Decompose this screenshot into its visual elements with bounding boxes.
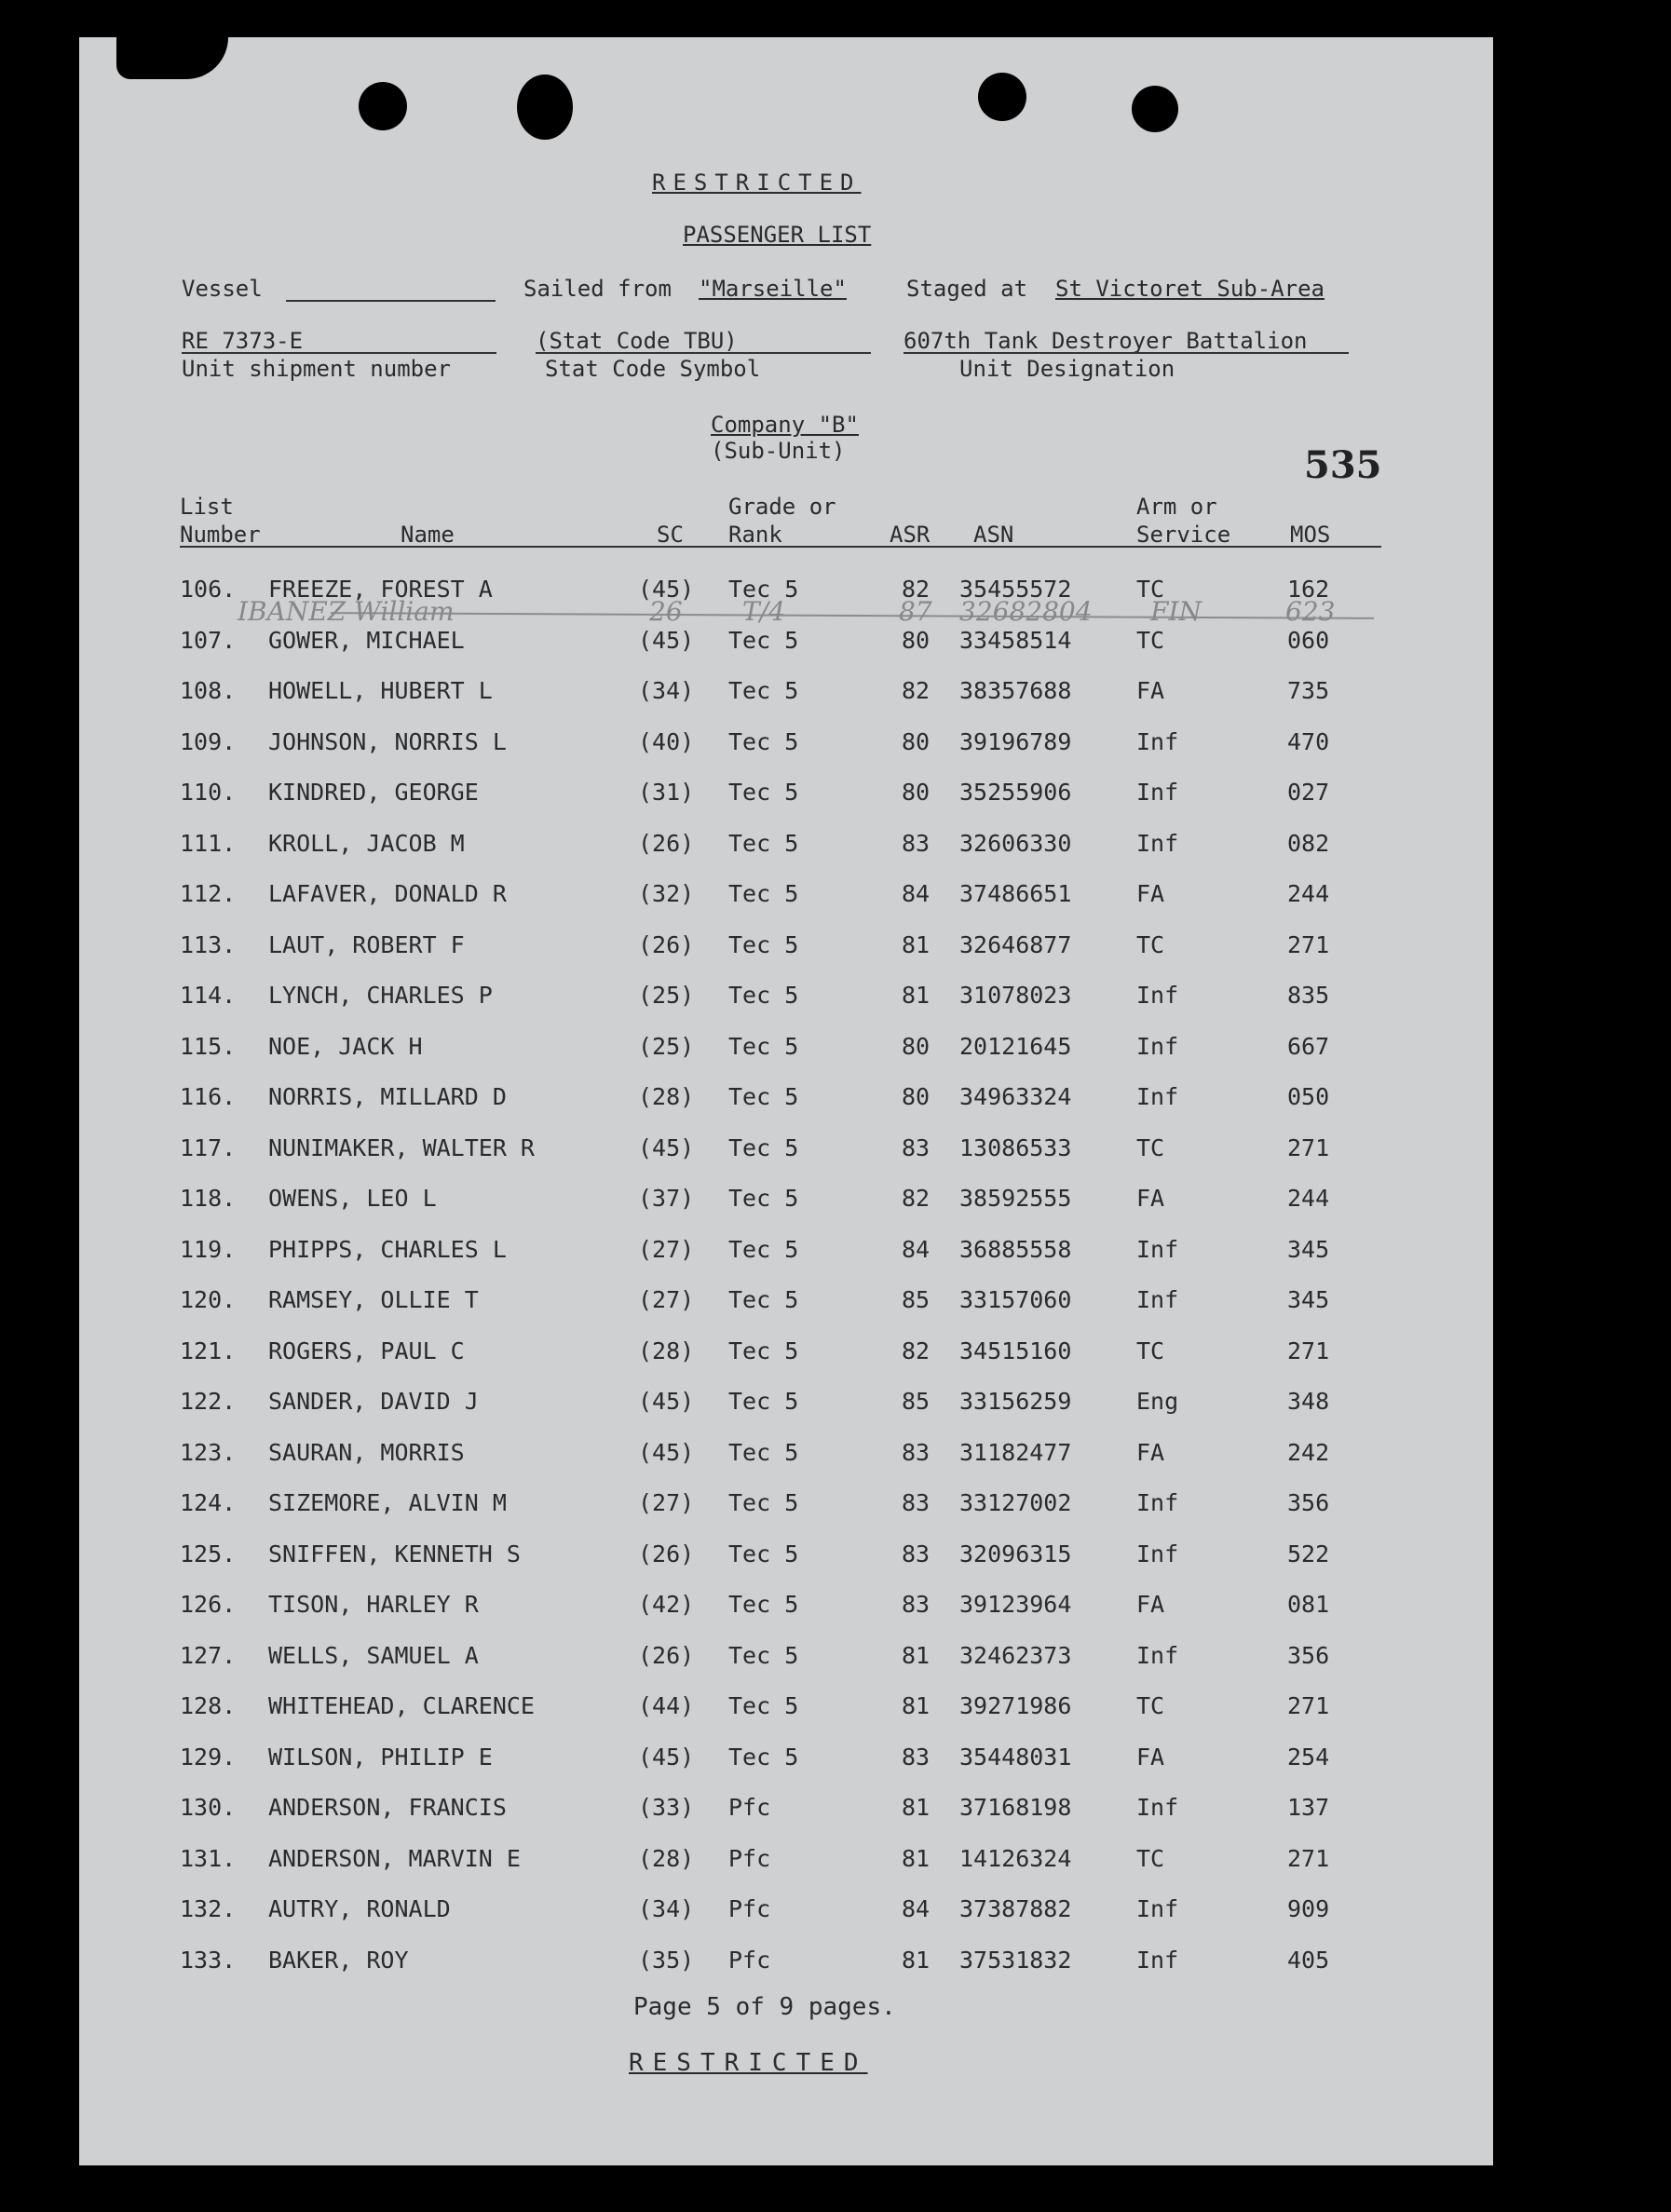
cell-asn: 33458514 — [959, 626, 1072, 654]
cell-asr: 84 — [902, 1895, 931, 1922]
cell-no: 126. — [180, 1591, 237, 1618]
cell-asn: 33127002 — [959, 1489, 1072, 1516]
cell-mos: 356 — [1287, 1641, 1330, 1669]
cell-sc: (26) — [638, 930, 695, 958]
cell-sc: (31) — [638, 779, 695, 806]
cell-arm: FA — [1136, 677, 1165, 704]
cell-name: JOHNSON, NORRIS L — [268, 727, 507, 755]
cell-rank: Tec 5 — [728, 982, 799, 1009]
cell-asn: 33157060 — [959, 1286, 1072, 1313]
table-row — [79, 1642, 1493, 1692]
cell-sc: (37) — [638, 1185, 695, 1212]
cell-asn: 32462373 — [959, 1641, 1072, 1669]
cell-name: LYNCH, CHARLES P — [268, 982, 493, 1009]
cell-arm: TC — [1136, 1692, 1165, 1719]
document-page — [79, 37, 1493, 2165]
pencil-asn: 32682804 — [959, 596, 1093, 627]
cell-name: PHIPPS, CHARLES L — [268, 1235, 507, 1263]
cell-sc: (45) — [638, 1388, 695, 1415]
cell-arm: TC — [1136, 1337, 1165, 1364]
cell-name: SNIFFEN, KENNETH S — [268, 1540, 521, 1567]
cell-sc: (40) — [638, 727, 695, 755]
unit-designation-caption: Unit Designation — [959, 356, 1175, 382]
cell-rank: Tec 5 — [728, 829, 799, 857]
col-grade-top: Grade or — [728, 494, 836, 520]
table-row — [79, 1591, 1493, 1641]
cell-no: 117. — [180, 1133, 237, 1161]
cell-arm: Inf — [1136, 1083, 1179, 1110]
table-row — [79, 779, 1493, 829]
cell-asn: 37531832 — [959, 1946, 1072, 1974]
table-row — [79, 1134, 1493, 1185]
cell-asr: 81 — [902, 1794, 931, 1821]
cell-no: 113. — [180, 930, 237, 958]
cell-name: KINDRED, GEORGE — [268, 779, 479, 806]
cell-arm: FA — [1136, 1591, 1165, 1618]
cell-mos: 082 — [1287, 829, 1330, 857]
cell-asr: 85 — [902, 1286, 931, 1313]
cell-arm: Inf — [1136, 1235, 1179, 1263]
cell-arm: Inf — [1136, 1489, 1179, 1516]
cell-no: 129. — [180, 1743, 237, 1771]
cell-rank: Tec 5 — [728, 1540, 799, 1567]
cell-name: FREEZE, FOREST A — [268, 576, 493, 603]
col-sc: SC — [657, 522, 684, 548]
cell-mos: 522 — [1287, 1540, 1330, 1567]
cell-mos: 050 — [1287, 1083, 1330, 1110]
table-row — [79, 1286, 1493, 1337]
table-row — [79, 1033, 1493, 1083]
cell-no: 124. — [180, 1489, 237, 1516]
cell-asr: 83 — [902, 1438, 931, 1466]
cell-asr: 80 — [902, 727, 931, 755]
cell-asr: 80 — [902, 1032, 931, 1060]
staged-value: St Victoret Sub-Area — [1055, 276, 1325, 302]
classification-top: RESTRICTED — [652, 170, 862, 196]
cell-asr: 83 — [902, 1591, 931, 1618]
cell-mos: 244 — [1287, 1185, 1330, 1212]
cell-rank: Tec 5 — [728, 1591, 799, 1618]
cell-mos: 735 — [1287, 677, 1330, 704]
table-row — [79, 1337, 1493, 1388]
table-row — [79, 1388, 1493, 1438]
cell-name: WHITEHEAD, CLARENCE — [268, 1692, 535, 1719]
cell-rank: Tec 5 — [728, 1641, 799, 1669]
cell-mos: 470 — [1287, 727, 1330, 755]
cell-sc: (42) — [638, 1591, 695, 1618]
cell-mos: 345 — [1287, 1235, 1330, 1263]
cell-rank: Tec 5 — [728, 576, 799, 603]
cell-name: RAMSEY, OLLIE T — [268, 1286, 479, 1313]
cell-sc: (45) — [638, 626, 695, 654]
cell-asr: 83 — [902, 1743, 931, 1771]
cell-sc: (28) — [638, 1083, 695, 1110]
cell-sc: (34) — [638, 677, 695, 704]
shipment-underline — [182, 352, 496, 354]
cell-asn: 37387882 — [959, 1895, 1072, 1922]
punch-hole — [978, 73, 1026, 121]
cell-asn: 39196789 — [959, 727, 1072, 755]
cell-no: 131. — [180, 1844, 237, 1872]
cell-arm: Inf — [1136, 1946, 1179, 1974]
cell-rank: Tec 5 — [728, 1032, 799, 1060]
cell-name: TISON, HARLEY R — [268, 1591, 479, 1618]
cell-sc: (27) — [638, 1286, 695, 1313]
cell-arm: TC — [1136, 1133, 1165, 1161]
cell-no: 114. — [180, 982, 237, 1009]
cell-sc: (27) — [638, 1489, 695, 1516]
cell-mos: 027 — [1287, 779, 1330, 806]
cell-asr: 81 — [902, 930, 931, 958]
cell-arm: Inf — [1136, 1794, 1179, 1821]
cell-asn: 33156259 — [959, 1388, 1072, 1415]
cell-asr: 82 — [902, 576, 931, 603]
cell-asn: 13086533 — [959, 1133, 1072, 1161]
cell-asn: 37168198 — [959, 1794, 1072, 1821]
cell-name: AUTRY, RONALD — [268, 1895, 451, 1922]
cell-asn: 37486651 — [959, 880, 1072, 907]
cell-no: 111. — [180, 829, 237, 857]
cell-arm: FA — [1136, 1438, 1165, 1466]
cell-name: WILSON, PHILIP E — [268, 1743, 493, 1771]
cell-asn: 36885558 — [959, 1235, 1072, 1263]
cell-asr: 81 — [902, 1692, 931, 1719]
cell-rank: Tec 5 — [728, 626, 799, 654]
cell-rank: Tec 5 — [728, 1489, 799, 1516]
cell-asn: 35455572 — [959, 576, 1072, 603]
cell-rank: Tec 5 — [728, 1692, 799, 1719]
classification-bottom: RESTRICTED — [629, 2049, 868, 2077]
cell-sc: (25) — [638, 1032, 695, 1060]
cell-sc: (28) — [638, 1844, 695, 1872]
cell-asr: 85 — [902, 1388, 931, 1415]
col-arm-top: Arm or — [1136, 494, 1217, 520]
cell-rank: Tec 5 — [728, 1743, 799, 1771]
cell-asn: 38357688 — [959, 677, 1072, 704]
cell-name: NOE, JACK H — [268, 1032, 423, 1060]
pencil-mos: 623 — [1285, 596, 1336, 627]
cell-asr: 81 — [902, 982, 931, 1009]
cell-no: 130. — [180, 1794, 237, 1821]
table-row — [79, 1236, 1493, 1286]
cell-rank: Pfc — [728, 1844, 771, 1872]
table-row — [79, 677, 1493, 727]
cell-no: 115. — [180, 1032, 237, 1060]
vessel-label: Vessel — [182, 276, 263, 302]
cell-arm: FA — [1136, 1185, 1165, 1212]
cell-name: LAUT, ROBERT F — [268, 930, 465, 958]
cell-rank: Pfc — [728, 1794, 771, 1821]
cell-arm: Inf — [1136, 1032, 1179, 1060]
cell-asn: 32646877 — [959, 930, 1072, 958]
cell-sc: (45) — [638, 1438, 695, 1466]
cell-mos: 835 — [1287, 982, 1330, 1009]
cell-mos: 254 — [1287, 1743, 1330, 1771]
cell-asn: 20121645 — [959, 1032, 1072, 1060]
cell-asr: 80 — [902, 1083, 931, 1110]
stat-code-underline — [536, 352, 871, 354]
sub-unit-caption: (Sub-Unit) — [711, 438, 846, 464]
cell-name: WELLS, SAMUEL A — [268, 1641, 479, 1669]
cell-name: SAURAN, MORRIS — [268, 1438, 465, 1466]
staged-label: Staged at — [906, 276, 1028, 302]
cell-no: 109. — [180, 727, 237, 755]
cell-sc: (33) — [638, 1794, 695, 1821]
cell-asn: 39123964 — [959, 1591, 1072, 1618]
cell-mos: 356 — [1287, 1489, 1330, 1516]
cell-no: 106. — [180, 576, 237, 603]
table-row — [79, 1439, 1493, 1489]
cell-mos: 909 — [1287, 1895, 1330, 1922]
cell-arm: Inf — [1136, 779, 1179, 806]
cell-asr: 84 — [902, 880, 931, 907]
table-row — [79, 1794, 1493, 1844]
cell-asr: 83 — [902, 1489, 931, 1516]
col-list-number-top: List — [180, 494, 234, 520]
cell-mos: 405 — [1287, 1946, 1330, 1974]
cell-no: 125. — [180, 1540, 237, 1567]
col-name: Name — [401, 522, 455, 548]
cell-asn: 39271986 — [959, 1692, 1072, 1719]
cell-asr: 82 — [902, 1337, 931, 1364]
cell-rank: Tec 5 — [728, 779, 799, 806]
cell-sc: (28) — [638, 1337, 695, 1364]
cell-asn: 34515160 — [959, 1337, 1072, 1364]
cell-no: 118. — [180, 1185, 237, 1212]
cell-asn: 32606330 — [959, 829, 1072, 857]
cell-mos: 242 — [1287, 1438, 1330, 1466]
cell-sc: (26) — [638, 829, 695, 857]
cell-sc: (26) — [638, 1540, 695, 1567]
cell-asn: 32096315 — [959, 1540, 1072, 1567]
cell-rank: Tec 5 — [728, 1083, 799, 1110]
cell-arm: Inf — [1136, 829, 1179, 857]
cell-sc: (26) — [638, 1641, 695, 1669]
cell-mos: 667 — [1287, 1032, 1330, 1060]
cell-asr: 83 — [902, 1540, 931, 1567]
cell-asn: 38592555 — [959, 1185, 1072, 1212]
cell-no: 110. — [180, 779, 237, 806]
page-count: Page 5 of 9 pages. — [633, 1993, 896, 2021]
stamped-page-number: 535 — [1304, 443, 1382, 487]
cell-asr: 83 — [902, 1133, 931, 1161]
pencil-arm: FIN — [1150, 596, 1202, 627]
table-row — [79, 931, 1493, 982]
cell-no: 120. — [180, 1286, 237, 1313]
cell-sc: (32) — [638, 880, 695, 907]
pencil-asr: 87 — [899, 596, 932, 627]
cell-arm: FA — [1136, 880, 1165, 907]
cell-mos: 137 — [1287, 1794, 1330, 1821]
cell-rank: Tec 5 — [728, 677, 799, 704]
cell-sc: (45) — [638, 1743, 695, 1771]
col-list-number: Number — [180, 522, 261, 548]
cell-rank: Tec 5 — [728, 1185, 799, 1212]
cell-no: 122. — [180, 1388, 237, 1415]
cell-no: 121. — [180, 1337, 237, 1364]
cell-arm: TC — [1136, 626, 1165, 654]
cell-asr: 82 — [902, 1185, 931, 1212]
cell-no: 116. — [180, 1083, 237, 1110]
table-row — [79, 1895, 1493, 1946]
col-asn: ASN — [973, 522, 1014, 548]
cell-sc: (27) — [638, 1235, 695, 1263]
cell-name: NORRIS, MILLARD D — [268, 1083, 507, 1110]
cell-asn: 31078023 — [959, 982, 1072, 1009]
cell-arm: TC — [1136, 576, 1165, 603]
cell-mos: 271 — [1287, 1337, 1330, 1364]
cell-name: NUNIMAKER, WALTER R — [268, 1133, 535, 1161]
cell-mos: 081 — [1287, 1591, 1330, 1618]
cell-name: BAKER, ROY — [268, 1946, 409, 1974]
cell-asr: 81 — [902, 1641, 931, 1669]
col-mos: MOS — [1290, 522, 1331, 548]
shipment-caption: Unit shipment number — [182, 356, 451, 382]
pencil-rank: T/4 — [742, 596, 785, 627]
cell-no: 127. — [180, 1641, 237, 1669]
cell-sc: (25) — [638, 982, 695, 1009]
table-row — [79, 1185, 1493, 1235]
list-title: PASSENGER LIST — [683, 222, 872, 248]
cell-no: 119. — [180, 1235, 237, 1263]
stat-code: (Stat Code TBU) — [536, 328, 738, 354]
cell-rank: Tec 5 — [728, 1438, 799, 1466]
cell-asr: 83 — [902, 829, 931, 857]
cell-sc: (45) — [638, 1133, 695, 1161]
cell-arm: Inf — [1136, 727, 1179, 755]
cell-no: 107. — [180, 626, 237, 654]
punch-hole — [1132, 86, 1178, 132]
unit-designation: 607th Tank Destroyer Battalion — [903, 328, 1308, 354]
header-rule — [180, 546, 1381, 548]
cell-rank: Tec 5 — [728, 727, 799, 755]
cell-rank: Tec 5 — [728, 930, 799, 958]
pencil-sc: 26 — [649, 596, 683, 627]
cell-arm: Inf — [1136, 1286, 1179, 1313]
cell-asr: 84 — [902, 1235, 931, 1263]
cell-asr: 80 — [902, 779, 931, 806]
cell-no: 132. — [180, 1895, 237, 1922]
cell-no: 123. — [180, 1438, 237, 1466]
shipment-number: RE 7373-E — [182, 328, 304, 354]
table-row — [79, 576, 1493, 626]
table-row — [79, 1845, 1493, 1895]
cell-no: 108. — [180, 677, 237, 704]
cell-asn: 31182477 — [959, 1438, 1072, 1466]
cell-name: SIZEMORE, ALVIN M — [268, 1489, 507, 1516]
cell-mos: 348 — [1287, 1388, 1330, 1415]
cell-mos: 271 — [1287, 1844, 1330, 1872]
cell-arm: Eng — [1136, 1388, 1179, 1415]
cell-mos: 060 — [1287, 626, 1330, 654]
cell-no: 133. — [180, 1946, 237, 1974]
cell-asn: 14126324 — [959, 1844, 1072, 1872]
cell-asr: 81 — [902, 1946, 931, 1974]
cell-name: ANDERSON, MARVIN E — [268, 1844, 521, 1872]
cell-rank: Tec 5 — [728, 880, 799, 907]
cell-rank: Tec 5 — [728, 1337, 799, 1364]
punch-hole — [517, 75, 573, 140]
cell-asr: 82 — [902, 677, 931, 704]
table-row — [79, 1083, 1493, 1133]
sailed-from-value: "Marseille" — [699, 276, 847, 302]
cell-sc: (35) — [638, 1946, 695, 1974]
cell-asn: 35255906 — [959, 779, 1072, 806]
cell-rank: Tec 5 — [728, 1388, 799, 1415]
cell-rank: Tec 5 — [728, 1286, 799, 1313]
col-arm: Service — [1136, 522, 1231, 548]
cell-rank: Tec 5 — [728, 1133, 799, 1161]
cell-arm: TC — [1136, 1844, 1165, 1872]
cell-sc: (45) — [638, 576, 695, 603]
cell-mos: 244 — [1287, 880, 1330, 907]
cell-mos: 162 — [1287, 576, 1330, 603]
torn-corner — [116, 37, 228, 79]
cell-arm: TC — [1136, 930, 1165, 958]
cell-asn: 35448031 — [959, 1743, 1072, 1771]
stat-code-caption: Stat Code Symbol — [545, 356, 761, 382]
cell-mos: 271 — [1287, 1133, 1330, 1161]
cell-asr: 81 — [902, 1844, 931, 1872]
cell-name: ROGERS, PAUL C — [268, 1337, 465, 1364]
sailed-from-label: Sailed from — [523, 276, 672, 302]
sub-unit: Company "B" — [711, 412, 859, 438]
cell-rank: Pfc — [728, 1895, 771, 1922]
cell-rank: Tec 5 — [728, 1235, 799, 1263]
table-row — [79, 982, 1493, 1032]
table-row — [79, 880, 1493, 930]
cell-asr: 80 — [902, 626, 931, 654]
cell-name: KROLL, JACOB M — [268, 829, 465, 857]
cell-arm: Inf — [1136, 982, 1179, 1009]
cell-rank: Pfc — [728, 1946, 771, 1974]
table-row — [79, 1692, 1493, 1743]
cell-no: 112. — [180, 880, 237, 907]
cell-no: 128. — [180, 1692, 237, 1719]
cell-name: GOWER, MICHAEL — [268, 626, 465, 654]
cell-sc: (34) — [638, 1895, 695, 1922]
cell-arm: Inf — [1136, 1895, 1179, 1922]
cell-name: OWENS, LEO L — [268, 1185, 437, 1212]
cell-name: LAFAVER, DONALD R — [268, 880, 507, 907]
unit-designation-underline — [903, 352, 1349, 354]
table-row — [79, 1744, 1493, 1794]
table-row — [79, 627, 1493, 677]
cell-arm: Inf — [1136, 1540, 1179, 1567]
cell-mos: 271 — [1287, 1692, 1330, 1719]
cell-mos: 345 — [1287, 1286, 1330, 1313]
col-grade: Rank — [728, 522, 782, 548]
vessel-blank — [286, 300, 496, 302]
table-row — [79, 728, 1493, 779]
cell-name: SANDER, DAVID J — [268, 1388, 479, 1415]
table-row — [79, 830, 1493, 880]
table-row — [79, 1947, 1493, 1997]
table-row — [79, 1489, 1493, 1540]
punch-hole — [359, 82, 407, 130]
cell-sc: (44) — [638, 1692, 695, 1719]
cell-name: HOWELL, HUBERT L — [268, 677, 493, 704]
cell-arm: Inf — [1136, 1641, 1179, 1669]
cell-name: ANDERSON, FRANCIS — [268, 1794, 507, 1821]
cell-asn: 34963324 — [959, 1083, 1072, 1110]
col-asr: ASR — [890, 522, 931, 548]
pencil-name: IBANEZ William — [238, 596, 455, 627]
cell-mos: 271 — [1287, 930, 1330, 958]
table-row — [79, 1540, 1493, 1591]
cell-arm: FA — [1136, 1743, 1165, 1771]
